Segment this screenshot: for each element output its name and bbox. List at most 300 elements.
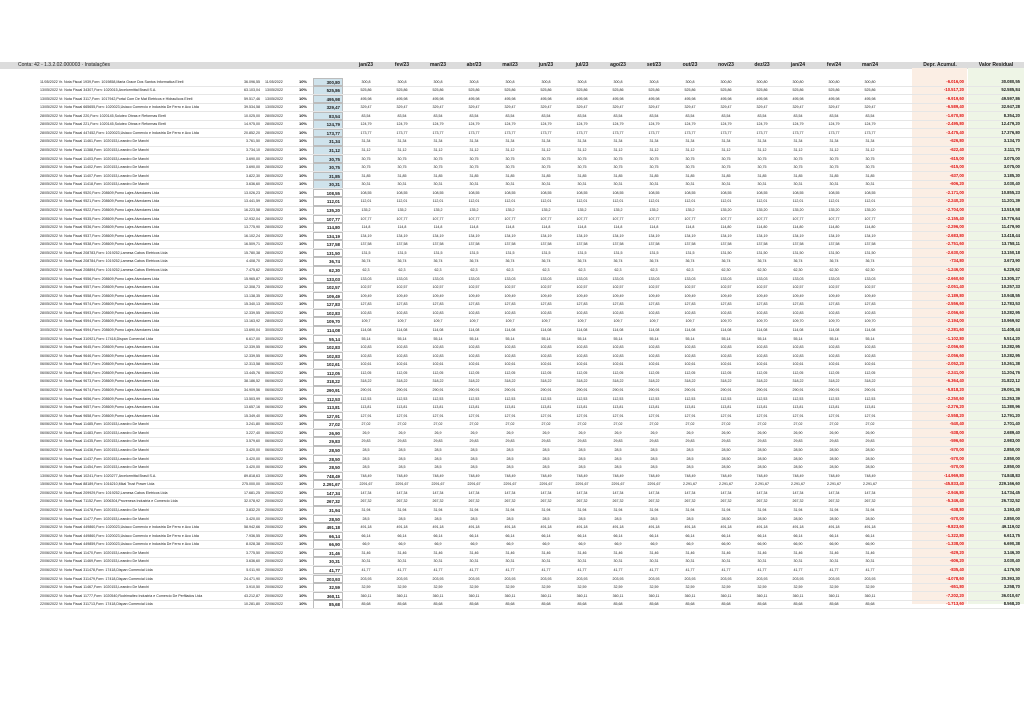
- month-value: 31,85: [613, 173, 623, 178]
- month-value: 131,50: [792, 250, 804, 255]
- month-value: 109,49: [432, 293, 444, 298]
- residual-value: 49.119,02: [1001, 524, 1020, 530]
- month-value: 318,22: [720, 379, 732, 384]
- month-value: 30,31: [541, 559, 551, 564]
- month-value: 748,49: [396, 473, 408, 478]
- month-value: 30,31: [685, 182, 695, 187]
- month-value: 133,03: [756, 276, 768, 281]
- month-value: 491,18: [540, 525, 552, 530]
- month-value: 29,83: [541, 439, 551, 444]
- monthly-depreciation: 203,93: [313, 575, 343, 584]
- month-value: 109,7: [433, 319, 443, 324]
- month-value: 127,83: [864, 302, 876, 307]
- depreciation-rate: 10%: [298, 78, 307, 84]
- month-value: 134,19: [612, 233, 624, 238]
- month-value: 203,93: [720, 576, 732, 581]
- entry-date: 20/06/2022: [265, 499, 283, 504]
- month-value: 31,46: [469, 550, 479, 555]
- month-value: 495,98: [396, 96, 408, 101]
- month-value: 31,12: [865, 148, 875, 153]
- entry-description: 28/05/2022 Vr. Nota Fiscal 9556,Forn: 208609,Pumo Lajes Alveolares Ltda: [40, 276, 160, 281]
- entry-description: 28/05/2022 Vr. Nota Fiscal 9520,Forn: 208609,Pumo Lajes Alveolares Ltda: [40, 190, 160, 195]
- month-value: 2291,67: [467, 482, 481, 487]
- monthly-depreciation: 112,01: [313, 197, 343, 206]
- month-value: 137,58: [540, 242, 552, 247]
- month-value: 41,77: [865, 567, 875, 572]
- residual-value: 10.969,92: [1001, 318, 1020, 324]
- depreciation-rate: 10%: [298, 121, 307, 127]
- month-value: 31,46: [613, 550, 623, 555]
- month-value: 27,02: [361, 422, 371, 427]
- entry-date: 06/06/2022: [265, 448, 283, 452]
- month-value: 318,22: [756, 379, 768, 384]
- month-value: 109,49: [756, 293, 768, 298]
- month-value: 55,14: [361, 336, 371, 341]
- month-value: 29,83: [469, 439, 479, 444]
- month-value: 108,55: [792, 190, 804, 195]
- month-value: 329,47: [828, 105, 840, 110]
- month-value: 112,53: [432, 396, 444, 401]
- month-value: 127,91: [468, 413, 480, 418]
- depreciation-rate: 10%: [298, 172, 307, 178]
- month-value: 109,49: [864, 293, 876, 298]
- acquisition-value: 15.780,38: [244, 250, 260, 255]
- month-value: 127,83: [468, 302, 480, 307]
- month-value: 32,59: [613, 585, 623, 590]
- month-value: 113,81: [360, 405, 372, 410]
- month-value: 28,5: [362, 448, 370, 452]
- month-value: 62,3: [470, 268, 478, 273]
- month-value: 28,50: [757, 516, 767, 521]
- depreciation-rate: 10%: [298, 181, 307, 187]
- month-header: out/23: [682, 62, 698, 68]
- acquisition-value: 13.441,59: [244, 199, 260, 204]
- month-value: 131,5: [649, 250, 659, 255]
- month-value: 66,9: [614, 542, 622, 547]
- residual-value: 2.850,00: [1003, 455, 1020, 461]
- accumulated-depreciation: -622,40: [949, 147, 964, 153]
- entry-description: 13/05/2022 Vr. Nota Fiscal 665655,Forn: 1020023,Usiaco Comercio e Industria De Ferro e Aco Ltda: [40, 105, 199, 110]
- month-header: fev/24: [826, 62, 842, 68]
- residual-value: 13.418,44: [1001, 232, 1020, 238]
- month-value: 109,49: [828, 293, 840, 298]
- month-value: 55,14: [397, 336, 407, 341]
- depreciation-rate: 10%: [298, 464, 307, 470]
- month-value: 31,94: [721, 508, 731, 512]
- month-value: 109,49: [648, 293, 660, 298]
- month-value: 133,03: [576, 276, 588, 281]
- month-value: 131,5: [397, 250, 407, 255]
- residual-value: 6.229,62: [1003, 267, 1020, 273]
- month-value: 102,61: [468, 362, 480, 367]
- residual-value: 14.734,45: [1001, 489, 1020, 495]
- depreciation-rate: 10%: [298, 241, 307, 247]
- month-value: 102,57: [720, 285, 732, 290]
- accumulated-depreciation: -1.670,80: [946, 112, 964, 118]
- month-value: 203,93: [648, 576, 660, 581]
- month-value: 102,83: [576, 345, 588, 350]
- residual-value: 3.075,00: [1003, 164, 1020, 170]
- month-value: 41,77: [649, 567, 659, 572]
- month-value: 31,46: [757, 550, 767, 555]
- month-value: 127,83: [612, 302, 624, 307]
- month-value: 30,31: [577, 559, 587, 564]
- month-value: 133,03: [612, 276, 624, 281]
- residual-value: 3.134,70: [1003, 138, 1020, 144]
- month-value: 267,32: [360, 499, 372, 504]
- month-value: 267,32: [612, 499, 624, 504]
- month-value: 124,79: [468, 122, 480, 127]
- month-value: 112,53: [720, 396, 732, 401]
- month-value: 300,8: [541, 79, 551, 84]
- monthly-depreciation: 124,79: [313, 120, 343, 129]
- month-value: 318,22: [576, 379, 588, 384]
- month-value: 30,75: [721, 156, 731, 161]
- month-value: 107,77: [720, 216, 732, 221]
- month-value: 203,93: [684, 576, 696, 581]
- month-value: 55,14: [613, 336, 623, 341]
- month-value: 102,57: [504, 285, 516, 290]
- month-value: 29,83: [685, 439, 695, 444]
- residual-value: 11.253,39: [1001, 395, 1020, 401]
- depreciation-rate: 10%: [298, 258, 307, 264]
- acquisition-value: 15.965,87: [244, 276, 260, 281]
- residual-value: 3.075,00: [1003, 155, 1020, 161]
- acquisition-value: 20.852,20: [244, 130, 260, 135]
- month-value: 495,98: [720, 96, 732, 101]
- month-value: 31,12: [685, 148, 695, 153]
- accumulated-depreciation: -570,00: [949, 515, 964, 521]
- accumulated-depreciation: -2.051,40: [946, 284, 964, 290]
- month-value: 134,19: [432, 233, 444, 238]
- month-value: 30,75: [577, 156, 587, 161]
- month-value: 32,59: [829, 585, 839, 590]
- month-value: 28,50: [829, 516, 839, 521]
- month-value: 748,49: [360, 473, 372, 478]
- accumulated-depreciation: -5.346,40: [946, 498, 964, 504]
- accumulated-depreciation: -637,00: [949, 172, 964, 178]
- month-value: 525,86: [864, 88, 876, 93]
- month-value: 112,01: [684, 199, 696, 204]
- month-value: 31,34: [541, 139, 551, 144]
- month-value: 31,94: [613, 508, 623, 512]
- month-value: 112,01: [756, 199, 768, 204]
- month-value: 127,91: [864, 413, 876, 418]
- entry-description: 28/05/2022 Vr. Nota Fiscal 221,Forn: 1020145,Soluteo Obras e Reformas Eireli: [40, 122, 167, 127]
- month-value: 112,05: [504, 370, 516, 375]
- month-value: 30,75: [793, 156, 803, 161]
- month-value: 112,53: [576, 396, 588, 401]
- month-value: 83,54: [721, 113, 731, 118]
- month-value: 62,3: [434, 268, 442, 273]
- month-value: 267,32: [828, 499, 840, 504]
- month-value: 495,98: [756, 96, 768, 101]
- row-divider: [40, 608, 1020, 609]
- month-value: 66,9: [434, 542, 442, 547]
- depreciation-rate: 10%: [298, 95, 307, 101]
- month-value: 329,47: [720, 105, 732, 110]
- month-value: 300,80: [756, 79, 768, 84]
- month-value: 2291,67: [611, 482, 625, 487]
- month-value: 31,12: [613, 148, 623, 153]
- entry-date: 28/05/2022: [265, 216, 283, 221]
- month-value: 85,68: [397, 602, 407, 607]
- monthly-depreciation: 30,75: [313, 155, 343, 164]
- month-value: 102,61: [576, 362, 588, 367]
- month-value: 102,83: [468, 345, 480, 350]
- entry-description: 20/06/2022 Vr. Nota Fiscal 311478,Forn: 17418,Dispan Comercial Ltda: [40, 567, 153, 572]
- month-value: 491,18: [576, 525, 588, 530]
- month-value: 31,34: [433, 139, 443, 144]
- residual-value: 2.850,00: [1003, 515, 1020, 521]
- residual-value: 31.822,12: [1001, 378, 1020, 384]
- month-value: 28,5: [578, 456, 586, 461]
- accumulated-depreciation: -2.189,80: [946, 292, 964, 298]
- month-value: 28,5: [434, 448, 442, 452]
- monthly-depreciation: 30,31: [313, 180, 343, 189]
- month-value: 31,12: [361, 148, 371, 153]
- month-value: 62,3: [686, 268, 694, 273]
- monthly-depreciation: 28,50: [313, 455, 343, 464]
- monthly-depreciation: 525,86: [313, 86, 343, 95]
- residual-value: 3.673,90: [1003, 258, 1020, 264]
- month-value: 102,57: [648, 285, 660, 290]
- residual-value: 2.850,00: [1003, 464, 1020, 470]
- month-value: 27,02: [613, 422, 623, 427]
- acquisition-value: 3.420,00: [246, 465, 260, 470]
- month-value: 131,50: [720, 250, 732, 255]
- residual-value: 12.479,20: [1001, 121, 1020, 127]
- month-value: 31,34: [793, 139, 803, 144]
- month-value: 127,91: [756, 413, 768, 418]
- depreciation-rate: 10%: [298, 207, 307, 213]
- entry-date: 28/05/2022: [265, 268, 283, 273]
- month-value: 131,5: [469, 250, 479, 255]
- month-value: 30,75: [433, 165, 443, 170]
- month-value: 26,9: [650, 430, 658, 435]
- residual-value: 11.408,44: [1001, 327, 1020, 333]
- month-value: 102,83: [504, 353, 516, 358]
- month-value: 85,68: [469, 602, 479, 607]
- month-value: 66,14: [577, 533, 587, 538]
- month-value: 124,79: [792, 122, 804, 127]
- month-value: 30,31: [829, 182, 839, 187]
- month-value: 135,2: [469, 208, 479, 213]
- month-value: 114,08: [792, 328, 804, 333]
- month-value: 133,03: [864, 276, 876, 281]
- acquisition-value: 3.761,50: [246, 139, 260, 144]
- month-value: 112,01: [396, 199, 408, 204]
- month-value: 525,86: [648, 88, 660, 93]
- month-value: 102,83: [648, 353, 660, 358]
- month-value: 114,8: [685, 225, 695, 230]
- depreciation-rate: 10%: [298, 429, 307, 435]
- month-value: 525,86: [396, 88, 408, 93]
- month-value: 41,77: [505, 567, 515, 572]
- month-value: 203,93: [504, 576, 516, 581]
- month-value: 102,83: [720, 345, 732, 350]
- month-value: 203,93: [468, 576, 480, 581]
- depreciation-rate: 10%: [298, 104, 307, 110]
- month-value: 66,14: [361, 533, 371, 538]
- month-value: 113,81: [504, 405, 516, 410]
- month-value: 28,50: [757, 465, 767, 470]
- month-value: 30,75: [613, 156, 623, 161]
- month-value: 28,50: [865, 465, 875, 470]
- month-value: 131,50: [828, 250, 840, 255]
- month-value: 102,83: [612, 353, 624, 358]
- month-value: 131,5: [541, 250, 551, 255]
- acquisition-value: 24.471,90: [244, 576, 260, 581]
- month-value: 203,93: [792, 576, 804, 581]
- acquisition-value: 3.690,00: [246, 165, 260, 170]
- month-value: 748,49: [504, 473, 516, 478]
- month-value: 102,83: [864, 310, 876, 315]
- depreciation-rate: 10%: [298, 344, 307, 350]
- entry-date: 06/06/2022: [265, 439, 283, 444]
- acquisition-value: 13.690,04: [244, 328, 260, 333]
- month-value: 748,49: [792, 473, 804, 478]
- month-value: 124,79: [648, 122, 660, 127]
- month-value: 28,50: [793, 465, 803, 470]
- month-value: 30,31: [397, 182, 407, 187]
- residual-value: 20.393,30: [1001, 575, 1020, 581]
- accumulated-depreciation: -1.246,00: [946, 267, 964, 273]
- month-value: 55,14: [469, 336, 479, 341]
- entry-description: 28/05/2022 Vr. Nota Fiscal 447452,Forn: 1020023,Usiaco Comercio e Industria De Ferro e Aco Ltda: [40, 130, 199, 135]
- accumulated-depreciation: -6.589,40: [946, 104, 964, 110]
- month-value: 55,14: [649, 336, 659, 341]
- month-value: 26,9: [398, 430, 406, 435]
- month-value: 29,83: [433, 439, 443, 444]
- month-value: 127,91: [504, 413, 516, 418]
- month-header: jan/24: [790, 62, 806, 68]
- month-value: 131,50: [864, 250, 876, 255]
- month-value: 109,7: [577, 319, 587, 324]
- month-value: 147,34: [864, 490, 876, 495]
- accumulated-depreciation: -629,20: [949, 549, 964, 555]
- month-value: 107,77: [432, 216, 444, 221]
- accumulated-depreciation: -570,00: [949, 455, 964, 461]
- accumulated-depreciation: -2.296,00: [946, 224, 964, 230]
- month-value: 29,83: [721, 439, 731, 444]
- month-value: 329,47: [360, 105, 372, 110]
- entry-description: 20/06/2022 Vr. Nota Fiscal 449860,Forn: 1020023,Usiaco Comercio e Industria De Ferro e Aco Ltda: [40, 525, 199, 530]
- month-value: 28,50: [865, 516, 875, 521]
- month-value: 109,49: [612, 293, 624, 298]
- month-value: 102,83: [540, 345, 552, 350]
- month-value: 525,86: [828, 88, 840, 93]
- month-value: 55,14: [577, 336, 587, 341]
- month-value: 31,46: [721, 550, 731, 555]
- acquisition-value: 3.775,50: [246, 550, 260, 555]
- month-value: 30,31: [505, 182, 515, 187]
- entry-description: 13/06/2022 Vr. Nota Fiscal 10241,Forn: 1020277,Arcelormittal Brasil S.A.: [40, 473, 157, 478]
- month-value: 102,61: [504, 362, 516, 367]
- entry-description: 28/05/2022 Vr. Nota Fiscal 11407,Forn: 1020153,Leandro De Marchi: [40, 173, 149, 178]
- month-value: 62,3: [578, 268, 586, 273]
- month-value: 112,01: [468, 199, 480, 204]
- acquisition-value: 15.340,13: [244, 302, 260, 307]
- month-value: 124,79: [684, 122, 696, 127]
- month-header: dez/23: [754, 62, 770, 68]
- month-value: 28,50: [793, 448, 803, 452]
- month-value: 30,31: [793, 182, 803, 187]
- month-value: 114,8: [649, 225, 659, 230]
- monthly-depreciation: 83,54: [313, 112, 343, 121]
- monthly-depreciation: 360,11: [313, 592, 343, 601]
- month-value: 107,77: [828, 216, 840, 221]
- month-value: 102,57: [792, 285, 804, 290]
- residual-value: 2.689,40: [1003, 429, 1020, 435]
- month-value: 36,74: [577, 259, 587, 264]
- month-value: 112,01: [720, 199, 732, 204]
- month-value: 31,12: [793, 148, 803, 153]
- month-value: 491,18: [828, 525, 840, 530]
- month-value: 329,47: [468, 105, 480, 110]
- month-value: 29,83: [361, 439, 371, 444]
- month-value: 114,80: [864, 225, 876, 230]
- month-value: 109,70: [792, 319, 804, 324]
- month-value: 329,47: [432, 105, 444, 110]
- accumulated-depreciation: -2.240,20: [946, 198, 964, 204]
- month-value: 113,81: [756, 405, 768, 410]
- month-value: 102,83: [720, 353, 732, 358]
- month-value: 127,83: [648, 302, 660, 307]
- entry-description: 20/06/2022 Vr. Nota Fiscal 11470,Forn: 1020153,Leandro De Marchi: [40, 550, 149, 555]
- month-value: 107,77: [396, 216, 408, 221]
- month-value: 112,05: [720, 370, 732, 375]
- month-value: 28,5: [470, 465, 478, 470]
- accumulated-depreciation: -1.338,00: [946, 541, 964, 547]
- depreciation-rate: 10%: [298, 566, 307, 572]
- accumulated-depreciation: -2.056,60: [946, 309, 964, 315]
- month-value: 28,5: [650, 516, 658, 521]
- accumulated-depreciation: -835,40: [949, 566, 964, 572]
- monthly-depreciation: 31,85: [313, 172, 343, 181]
- monthly-depreciation: 28,50: [313, 463, 343, 472]
- residual-value: 10.282,95: [1001, 309, 1020, 315]
- month-value: 114,08: [612, 328, 624, 333]
- entry-description: 28/05/2022 Vr. Nota Fiscal 9537,Forn: 208609,Pumo Lajes Alveolares Ltda: [40, 233, 160, 238]
- month-value: 147,34: [468, 490, 480, 495]
- month-value: 30,75: [865, 165, 875, 170]
- month-value: 36,74: [721, 259, 731, 264]
- month-value: 31,85: [685, 173, 695, 178]
- month-value: 114,08: [360, 328, 372, 333]
- month-value: 267,32: [540, 499, 552, 504]
- month-value: 290,91: [792, 388, 804, 393]
- entry-date: 28/05/2022: [265, 156, 283, 161]
- monthly-depreciation: 135,20: [313, 206, 343, 215]
- month-value: 109,7: [685, 319, 695, 324]
- month-value: 31,85: [865, 173, 875, 178]
- month-value: 28,5: [614, 516, 622, 521]
- month-value: 66,14: [505, 533, 515, 538]
- month-value: 31,85: [721, 173, 731, 178]
- month-value: 147,34: [612, 490, 624, 495]
- month-value: 114,08: [756, 328, 768, 333]
- month-value: 114,08: [396, 328, 408, 333]
- month-value: 36,74: [829, 259, 839, 264]
- depreciation-rate: 10%: [298, 301, 307, 307]
- depreciation-rate: 10%: [298, 601, 307, 607]
- month-value: 112,05: [828, 370, 840, 375]
- month-value: 127,91: [396, 413, 408, 418]
- monthly-depreciation: 102,61: [313, 360, 343, 369]
- month-value: 134,19: [720, 233, 732, 238]
- depreciation-rate: 10%: [298, 352, 307, 358]
